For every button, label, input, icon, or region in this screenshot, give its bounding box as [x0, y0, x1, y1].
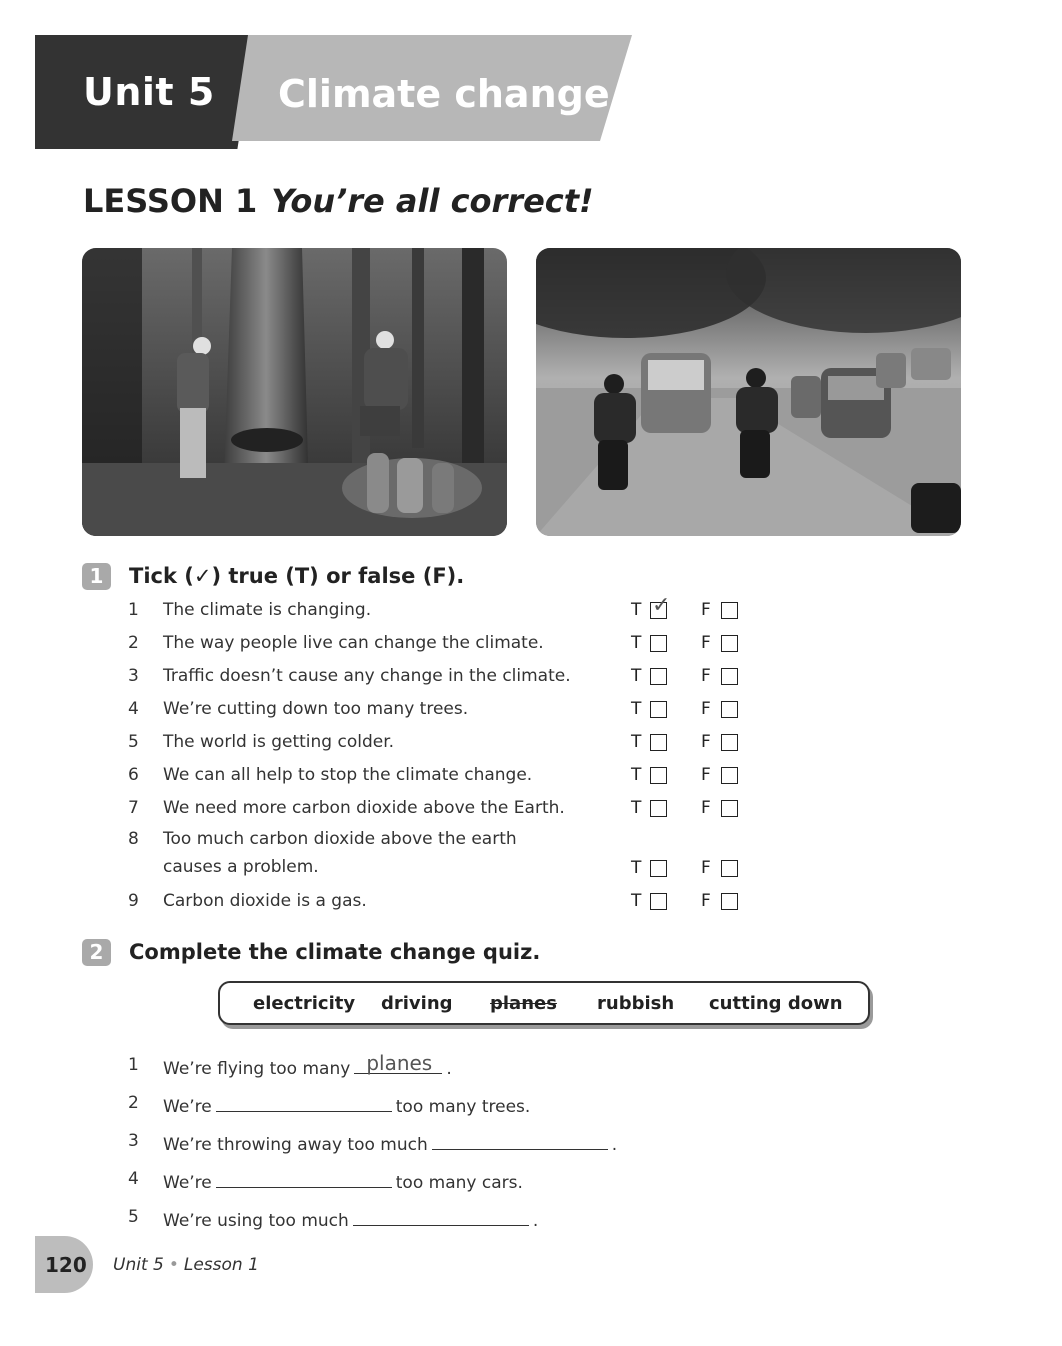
item-statement: Carbon dioxide is a gas. [163, 891, 367, 911]
item-number: 1 [128, 1055, 139, 1075]
item-statement: Traffic doesn’t cause any change in the climate. [163, 666, 571, 686]
unit-label: Unit 5 [83, 70, 215, 114]
lesson-label: LESSON 1 [83, 182, 258, 220]
sentence-before: We’re [163, 1173, 212, 1193]
item-statement: We need more carbon dioxide above the Earth. [163, 798, 565, 818]
word-bank-item: rubbish [597, 993, 675, 1014]
list-item [0, 891, 1062, 917]
true-label: T [631, 699, 642, 719]
answer-blank[interactable] [353, 1207, 529, 1226]
item-number: 2 [128, 633, 139, 653]
sentence-before: We’re using too much [163, 1211, 349, 1231]
sentence-before: We’re flying too many [163, 1059, 351, 1079]
item-number: 8 [128, 829, 139, 849]
false-checkbox[interactable] [721, 767, 738, 784]
false-label: F [701, 798, 711, 818]
item-statement: The world is getting colder. [163, 732, 395, 752]
list-item [0, 829, 1062, 885]
handwritten-answer: planes [366, 1051, 433, 1075]
false-label: F [701, 600, 711, 620]
false-checkbox[interactable] [721, 701, 738, 718]
footer-lesson: Lesson 1 [183, 1255, 259, 1275]
item-statement-line-2: causes a problem. [163, 857, 319, 877]
item-statement-line-1: Too much carbon dioxide above the earth [163, 829, 517, 849]
false-label: F [701, 633, 711, 653]
item-number: 7 [128, 798, 139, 818]
true-checkbox[interactable] [650, 701, 667, 718]
false-label: F [701, 891, 711, 911]
sentence-after: too many trees. [395, 1097, 531, 1117]
list-item [0, 593, 1062, 626]
page-number: 120 [45, 1253, 87, 1277]
item-statement [163, 829, 517, 877]
true-label: T [631, 798, 642, 818]
item-sentence [163, 1207, 538, 1231]
sentence-after: . [611, 1135, 618, 1155]
item-statement: We can all help to stop the climate change. [163, 765, 533, 785]
word-bank-item: electricity [253, 993, 356, 1014]
photo-traffic [536, 248, 961, 536]
true-label: T [631, 732, 642, 752]
true-checkbox[interactable] [650, 893, 667, 910]
true-checkbox[interactable] [650, 668, 667, 685]
true-label: T [631, 858, 642, 878]
false-label: F [701, 732, 711, 752]
list-item [0, 1131, 1062, 1157]
sentence-after: too many cars. [395, 1173, 523, 1193]
exercise-1-number: 1 [82, 563, 111, 590]
list-item [0, 1169, 1062, 1195]
exercise-2-instruction: Complete the climate change quiz. [129, 940, 541, 964]
exercise-2-number: 2 [82, 939, 111, 966]
true-checkbox[interactable] [650, 860, 667, 877]
word-bank-item-crossed: planes [490, 993, 557, 1014]
item-statement: The climate is changing. [163, 600, 372, 620]
item-number: 6 [128, 765, 139, 785]
item-sentence [163, 1051, 452, 1079]
list-item [0, 798, 1062, 824]
list-item [0, 1093, 1062, 1119]
answer-blank[interactable] [432, 1131, 608, 1150]
sentence-before: We’re [163, 1097, 212, 1117]
item-number: 1 [128, 600, 139, 620]
true-checkbox[interactable] [650, 800, 667, 817]
item-sentence [163, 1169, 523, 1193]
true-label: T [631, 600, 642, 620]
list-item [0, 1051, 1062, 1081]
lesson-subtitle: You’re all correct! [271, 182, 594, 220]
list-item [0, 666, 1062, 692]
item-number: 9 [128, 891, 139, 911]
word-bank [218, 981, 870, 1025]
list-item [0, 765, 1062, 791]
false-checkbox[interactable] [721, 635, 738, 652]
false-label: F [701, 858, 711, 878]
true-label: T [631, 633, 642, 653]
false-checkbox[interactable] [721, 800, 738, 817]
true-checkbox[interactable] [650, 734, 667, 751]
item-sentence [163, 1093, 530, 1117]
list-item [0, 699, 1062, 725]
exercise-1-instruction: Tick (✓) true (T) or false (F). [129, 564, 465, 588]
true-checkbox[interactable] [650, 635, 667, 652]
true-checkbox[interactable] [650, 593, 671, 619]
item-number: 3 [128, 1131, 139, 1151]
true-label: T [631, 891, 642, 911]
footer-reference [113, 1255, 259, 1275]
list-item [0, 633, 1062, 659]
item-statement: The way people live can change the climate. [163, 633, 544, 653]
item-number: 4 [128, 1169, 139, 1189]
tick-icon: ✓ [652, 593, 671, 618]
photo-tree-cutting [82, 248, 507, 536]
footer-unit: Unit 5 [113, 1255, 164, 1275]
false-checkbox[interactable] [721, 602, 738, 619]
item-number: 5 [128, 1207, 139, 1227]
true-checkbox[interactable] [650, 767, 667, 784]
false-checkbox[interactable] [721, 860, 738, 877]
unit-title: Climate change [278, 72, 610, 116]
item-number: 3 [128, 666, 139, 686]
list-item [0, 732, 1062, 758]
false-checkbox[interactable] [721, 734, 738, 751]
answer-blank[interactable] [216, 1169, 392, 1188]
word-bank-item: driving [381, 993, 453, 1014]
footer-separator: • [168, 1255, 179, 1275]
sentence-after: . [532, 1211, 539, 1231]
item-number: 4 [128, 699, 139, 719]
lesson-heading [83, 182, 594, 220]
false-checkbox[interactable] [721, 893, 738, 910]
word-bank-item: cutting down [709, 993, 843, 1014]
false-label: F [701, 699, 711, 719]
sentence-before: We’re throwing away too much [163, 1135, 428, 1155]
item-number: 5 [128, 732, 139, 752]
true-label: T [631, 765, 642, 785]
item-number: 2 [128, 1093, 139, 1113]
answer-blank[interactable] [216, 1093, 392, 1112]
item-statement: We’re cutting down too many trees. [163, 699, 469, 719]
list-item [0, 1207, 1062, 1233]
sentence-after: . [446, 1059, 452, 1079]
answer-blank[interactable] [354, 1051, 442, 1075]
false-label: F [701, 666, 711, 686]
item-sentence [163, 1131, 617, 1155]
true-label: T [631, 666, 642, 686]
false-label: F [701, 765, 711, 785]
false-checkbox[interactable] [721, 668, 738, 685]
